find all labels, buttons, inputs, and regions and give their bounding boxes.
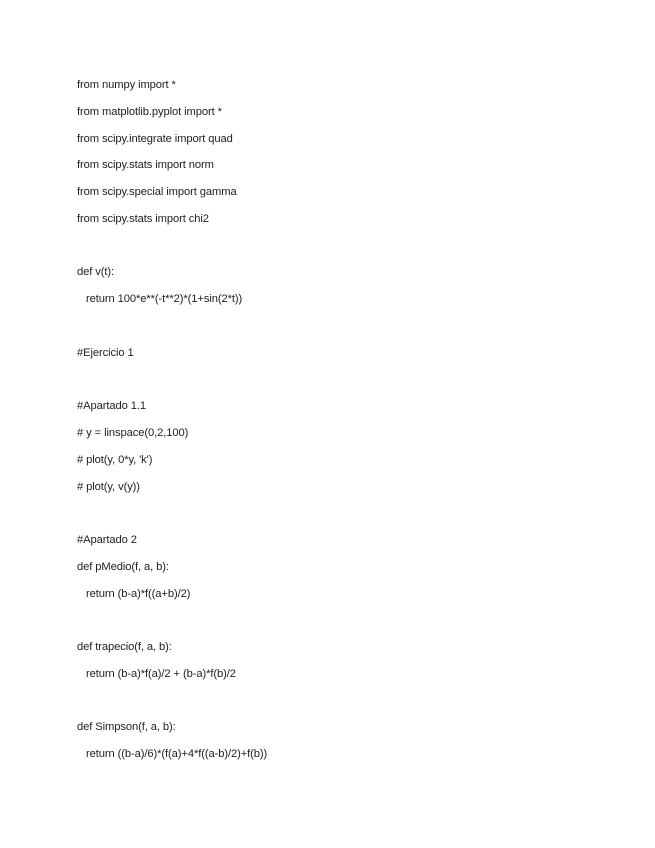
code-line: return 100*e**(-t**2)*(1+sin(2*t))	[77, 293, 243, 305]
code-line: def v(t):	[77, 266, 115, 278]
code-line: # y = linspace(0,2,100)	[77, 427, 189, 439]
code-line: def Simpson(f, a, b):	[77, 721, 176, 733]
code-line: return ((b-a)/6)*(f(a)+4*f((a-b)/2)+f(b))	[77, 748, 268, 760]
code-line: #Apartado 2	[77, 534, 137, 546]
code-line: #Ejercicio 1	[77, 347, 134, 359]
code-line: from matplotlib.pyplot import *	[77, 106, 222, 118]
code-line: from scipy.stats import chi2	[77, 213, 209, 225]
code-line: return (b-a)*f((a+b)/2)	[77, 588, 191, 600]
code-line: def pMedio(f, a, b):	[77, 561, 169, 573]
code-line: from scipy.integrate import quad	[77, 133, 233, 145]
code-line: from scipy.special import gamma	[77, 186, 237, 198]
code-line: #Apartado 1.1	[77, 400, 146, 412]
code-line: # plot(y, 0*y, 'k')	[77, 454, 153, 466]
code-line: from numpy import *	[77, 79, 176, 91]
code-line: def trapecio(f, a, b):	[77, 641, 172, 653]
code-line: # plot(y, v(y))	[77, 481, 140, 493]
code-line: return (b-a)*f(a)/2 + (b-a)*f(b)/2	[77, 668, 236, 680]
code-line: from scipy.stats import norm	[77, 159, 214, 171]
